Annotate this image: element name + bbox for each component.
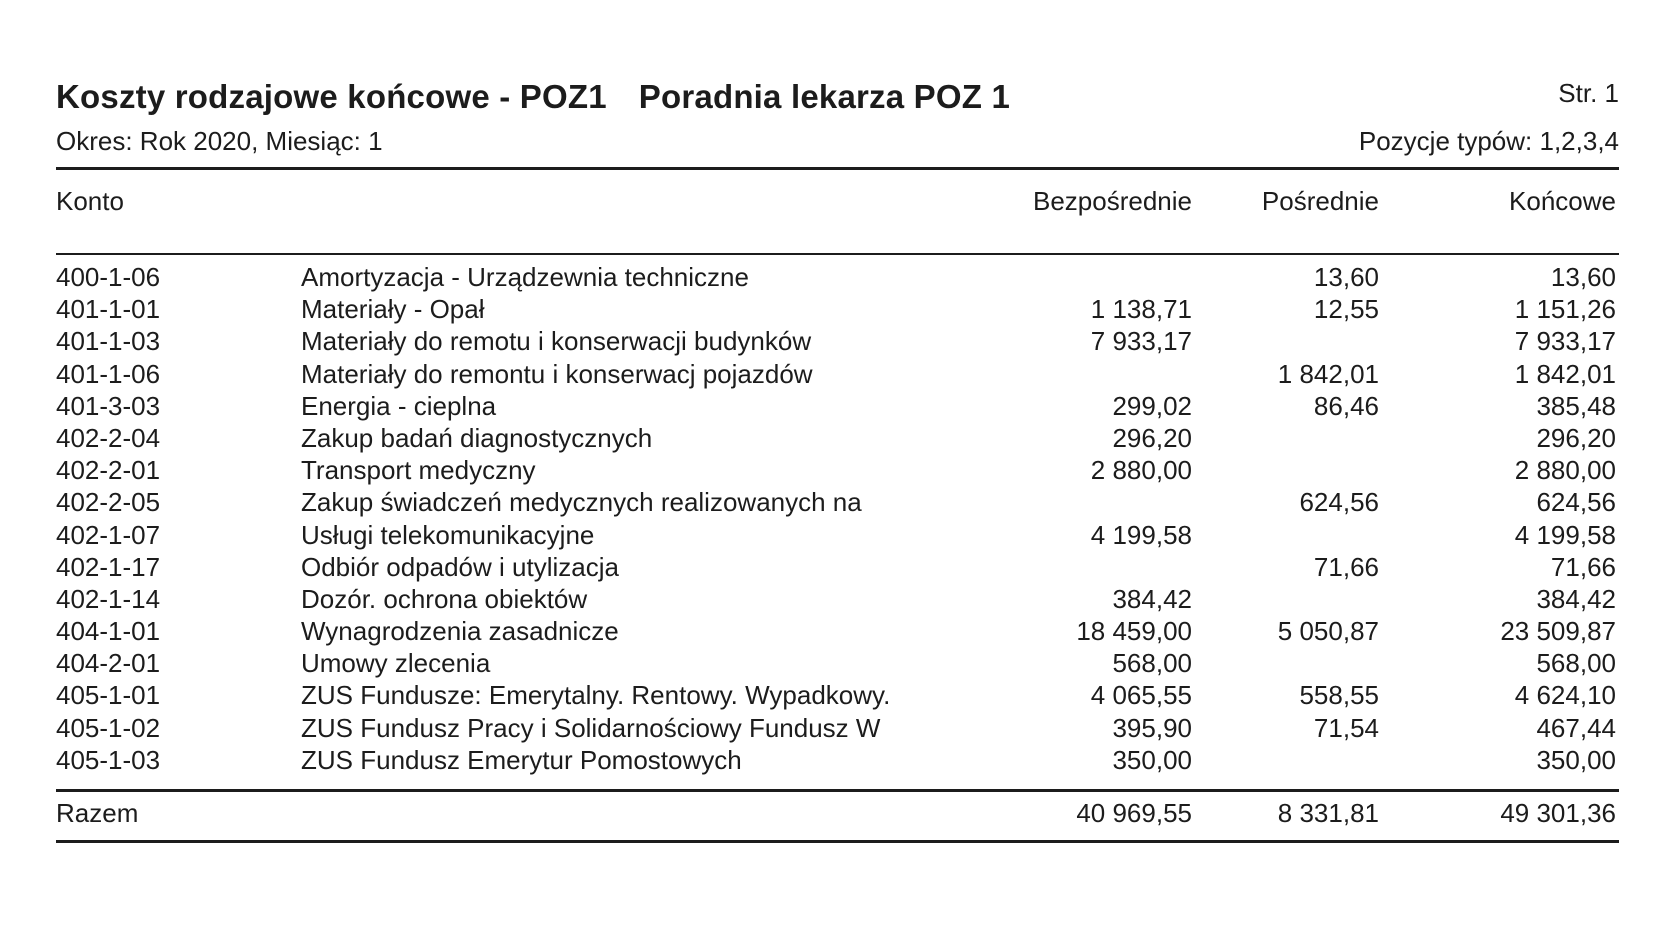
cell-koncowe: 467,44 [1536, 712, 1616, 743]
cell-nazwa: Usługi telekomunikacyjne [301, 519, 595, 550]
top-divider [56, 167, 1619, 170]
report-title [56, 78, 1010, 116]
cell-bezposrednie: 4 065,55 [1090, 680, 1192, 711]
cell-konto: 401-1-06 [56, 358, 161, 389]
report-period: Okres: Rok 2020, Miesiąc: 1 [56, 126, 383, 156]
cell-koncowe: 384,42 [1536, 583, 1616, 614]
column-header-koncowe: Końcowe [1509, 186, 1616, 216]
cell-koncowe: 23 509,87 [1500, 616, 1616, 647]
cell-nazwa: Amortyzacja - Urządzewnia techniczne [301, 262, 749, 292]
cell-nazwa: Odbiór odpadów i utylizacja [301, 551, 619, 582]
total-koncowe: 49 301,36 [1500, 798, 1616, 828]
table-row [0, 294, 1673, 326]
cell-koncowe: 385,48 [1536, 390, 1616, 421]
total-divider [56, 789, 1619, 792]
cell-konto: 400-1-06 [56, 262, 161, 292]
cell-koncowe: 4 624,10 [1514, 680, 1616, 711]
cell-koncowe: 350,00 [1536, 744, 1616, 775]
cell-posrednie: 624,56 [1299, 487, 1379, 518]
cell-nazwa: Energia - cieplna [301, 390, 497, 421]
cell-konto: 401-1-01 [56, 294, 161, 325]
cell-nazwa: ZUS Fundusz Pracy i Solidarnościowy Fundusz W [301, 712, 881, 743]
column-header-konto: Konto [56, 186, 124, 216]
cell-koncowe: 1 151,26 [1514, 294, 1616, 325]
cell-nazwa: Zakup świadczeń medycznych realizowanych na [301, 487, 862, 518]
page-number: Str. 1 [1558, 78, 1619, 108]
cell-posrednie: 13,60 [1313, 262, 1379, 292]
cell-bezposrednie: 299,02 [1112, 390, 1192, 421]
cell-konto: 405-1-03 [56, 744, 161, 775]
cell-posrednie: 5 050,87 [1277, 616, 1379, 647]
cell-koncowe: 1 842,01 [1514, 358, 1616, 389]
total-label: Razem [56, 798, 139, 828]
table-row [0, 359, 1673, 391]
cell-bezposrednie: 2 880,00 [1090, 455, 1192, 486]
cell-bezposrednie: 1 138,71 [1090, 294, 1192, 325]
total-posrednie: 8 331,81 [1277, 798, 1379, 828]
cell-nazwa: Dozór. ochrona obiektów [301, 583, 588, 614]
cell-posrednie: 12,55 [1313, 294, 1379, 325]
cell-konto: 401-1-03 [56, 326, 161, 357]
report-positions: Pozycje typów: 1,2,3,4 [1358, 126, 1619, 156]
total-row [0, 798, 1673, 832]
cell-konto: 402-2-04 [56, 422, 161, 453]
cell-bezposrednie: 18 459,00 [1076, 616, 1192, 647]
cell-koncowe: 296,20 [1536, 422, 1616, 453]
cell-bezposrednie: 568,00 [1112, 648, 1192, 679]
cell-nazwa: ZUS Fundusz Emerytur Pomostowych [301, 744, 742, 775]
cell-konto: 402-1-17 [56, 551, 161, 582]
cell-posrednie: 1 842,01 [1277, 358, 1379, 389]
cell-bezposrednie: 296,20 [1112, 422, 1192, 453]
cell-konto: 402-1-14 [56, 583, 161, 614]
cell-konto: 401-3-03 [56, 390, 161, 421]
table-row [0, 262, 1673, 294]
cell-konto: 404-2-01 [56, 648, 161, 679]
cell-koncowe: 2 880,00 [1514, 455, 1616, 486]
cell-nazwa: Materiały - Opał [301, 294, 485, 325]
cell-nazwa: Zakup badań diagnostycznych [301, 422, 653, 453]
header-divider [56, 253, 1619, 255]
cell-posrednie: 71,54 [1313, 712, 1379, 743]
cell-koncowe: 71,66 [1550, 551, 1616, 582]
cell-nazwa: Wynagrodzenia zasadnicze [301, 616, 619, 647]
cell-koncowe: 568,00 [1536, 648, 1616, 679]
table-row [0, 745, 1673, 777]
cell-posrednie: 558,55 [1299, 680, 1379, 711]
cell-konto: 402-2-01 [56, 455, 161, 486]
table-row [0, 520, 1673, 552]
table-row [0, 713, 1673, 745]
cell-bezposrednie: 7 933,17 [1090, 326, 1192, 357]
cost-table-body [0, 262, 1673, 777]
cell-konto: 402-2-05 [56, 487, 161, 518]
table-row [0, 680, 1673, 712]
cell-konto: 402-1-07 [56, 519, 161, 550]
cell-nazwa: Transport medyczny [301, 455, 536, 486]
cell-bezposrednie: 4 199,58 [1090, 519, 1192, 550]
report-unit-name: Poradnia lekarza POZ 1 [638, 78, 1011, 115]
table-row [0, 423, 1673, 455]
cell-konto: 405-1-02 [56, 712, 161, 743]
cell-posrednie: 71,66 [1313, 551, 1379, 582]
cell-bezposrednie: 350,00 [1112, 744, 1192, 775]
cell-nazwa: ZUS Fundusze: Emerytalny. Rentowy. Wypadkowy. [301, 680, 891, 711]
cell-koncowe: 7 933,17 [1514, 326, 1616, 357]
cell-bezposrednie: 395,90 [1112, 712, 1192, 743]
cell-nazwa: Umowy zlecenia [301, 648, 491, 679]
column-header-bezposrednie: Bezpośrednie [1033, 186, 1192, 216]
table-row [0, 391, 1673, 423]
cell-bezposrednie: 384,42 [1112, 583, 1192, 614]
column-header-posrednie: Pośrednie [1261, 186, 1379, 216]
table-row [0, 326, 1673, 358]
cell-konto: 405-1-01 [56, 680, 161, 711]
cell-koncowe: 624,56 [1536, 487, 1616, 518]
table-row [0, 455, 1673, 487]
table-row [0, 584, 1673, 616]
table-row [0, 487, 1673, 519]
cell-nazwa: Materiały do remotu i konserwacji budynków [301, 326, 812, 357]
cell-koncowe: 13,60 [1550, 262, 1616, 292]
cell-koncowe: 4 199,58 [1514, 519, 1616, 550]
table-row [0, 616, 1673, 648]
cell-konto: 404-1-01 [56, 616, 161, 647]
table-row [0, 552, 1673, 584]
total-bezposrednie: 40 969,55 [1076, 798, 1192, 828]
report-title-text: Koszty rodzajowe końcowe - POZ1 [56, 78, 607, 115]
bottom-divider [56, 840, 1619, 843]
table-row [0, 648, 1673, 680]
cell-posrednie: 86,46 [1313, 390, 1379, 421]
cell-nazwa: Materiały do remontu i konserwacj pojazdów [301, 358, 813, 389]
